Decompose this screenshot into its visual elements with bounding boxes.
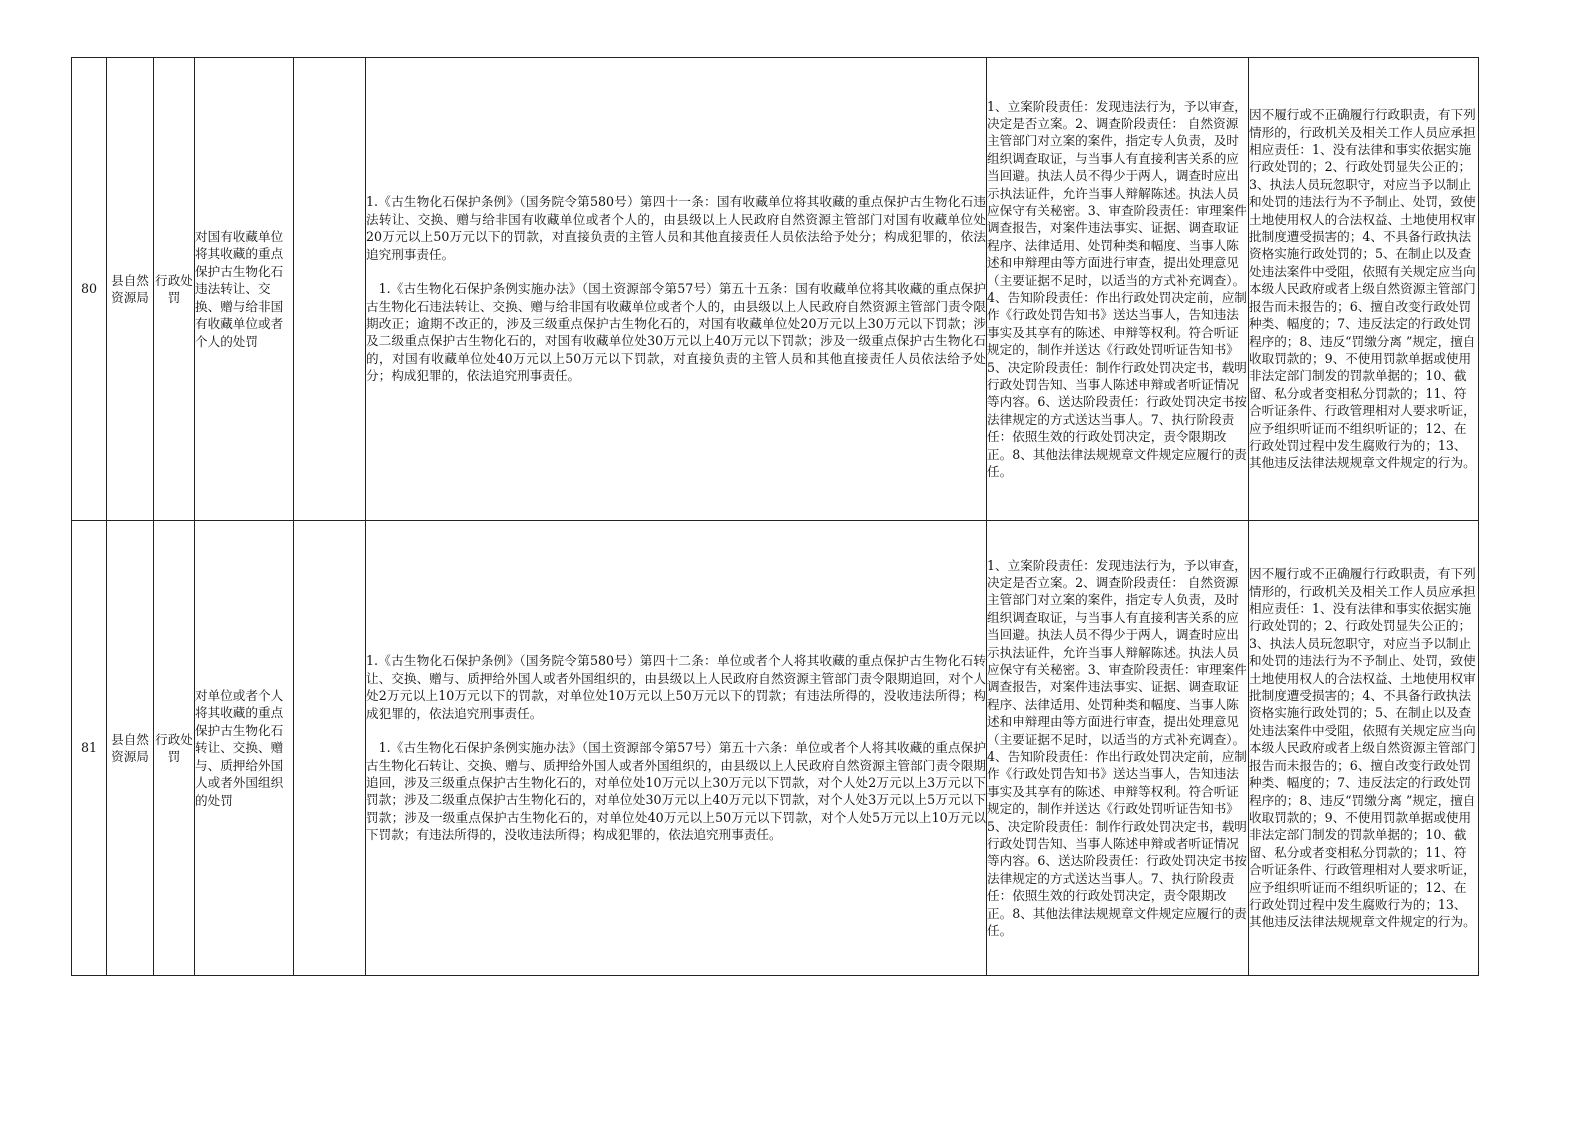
accountability — [1249, 521, 1479, 976]
row-number: 80 — [72, 58, 107, 521]
legal-basis-clause-2: 1.《古生物化石保护条例实施办法》（国土资源部令第57号）第五十五条：国有收藏单位将其收藏的重点保护古生物化石违法转让、交换、赠与给非国有收藏单位或者个人的，由县级以上人民政府自然资源主管部门责令限期改正；逾期不改正的，涉及三级重点保护古生物化石的，对国有收藏单位处20万元以上30万元以下罚款；涉及二级重点保护古生物化石的，对国有收藏单位处30万元以上40万元以下罚款；涉及一级重点保护古生物化石的，对国有收藏单位处40万元以上50万元以下罚款，对直接负责的主管人员和其他直接责任人员依法给予处分；构成犯罪的，依法追究刑事责任。 — [366, 281, 986, 384]
power-list-table — [71, 57, 1479, 976]
power-item-name: 对单位或者个人将其收藏的重点保护古生物化石转让、交换、赠与、质押给外国人或者外国组织的处罚 — [195, 521, 294, 976]
sub-item-cell — [294, 58, 366, 521]
legal-basis-clause-1: 1.《古生物化石保护条例》（国务院令第580号）第四十一条：国有收藏单位将其收藏的重点保护古生物化石违法转让、交换、赠与给非国有收藏单位或者个人的，由县级以上人民政府自然资源主管部门对国有收藏单位处20万元以上50万元以下的罚款，对直接负责的主管人员和其他直接责任人员依法给予处分；构成犯罪的，依法追究刑事责任。 — [366, 194, 986, 262]
accountability-text: 因不履行或不正确履行行政职责，有下列情形的，行政机关及相关工作人员应承担相应责任：1、没有法律和事实依据实施行政处罚的；2、行政处罚显失公正的；3、执法人员玩忽职守，对应当予以制止和处罚的违法行为不予制止、处罚，致使土地使用权人的合法权益、土地使用权审批制度遭受损害的；4、不具备行政执法资格实施行政处罚的；5、在制止以及查处违法案件中受阻，依照有关规定应当向本级人民政府或者上级自然资源主管部门报告而未报告的；6、擅自改变行政处罚种类、幅度的；7、违反法定的行政处罚程序的；8、违反“罚缴分离 ”规定，擅自收取罚款的；9、不使用罚款单据或使用非法定部门制发的罚款单据的；10、截留、私分或者变相私分罚款的；11、符合听证条件、行政管理相对人要求听证，应予组织听证而不组织听证的；12、在行政处罚过程中发生腐败行为的；13、其他违反法律法规规章文件规定的行为。 — [1249, 107, 1476, 471]
implementing-unit: 县自然资源局 — [107, 521, 154, 976]
implementing-unit: 县自然资源局 — [107, 58, 154, 521]
accountability — [1249, 58, 1479, 521]
legal-basis — [366, 58, 987, 521]
row-number: 81 — [72, 521, 107, 976]
legal-basis-clause-2: 1.《古生物化石保护条例实施办法》（国土资源部令第57号）第五十六条：单位或者个人将其收藏的重点保护古生物化石转让、交换、赠与、质押给外国人或者外国组织的，由县级以上人民政府自然资源主管部门责令限期追回，涉及三级重点保护古生物化石的，对单位处10万元以上30万元以下罚款，对个人处2万元以上3万元以下罚款；涉及二级重点保护古生物化石的，对单位处30万元以上40万元以下罚款，对个人处3万元以上5万元以下罚款；涉及一级重点保护古生物化石的，对单位处40万元以上50万元以下罚款，对个人处5万元以上10万元以下罚款；有违法所得的，没收违法所得；构成犯罪的，依法追究刑事责任。 — [366, 740, 986, 843]
power-item-name: 对国有收藏单位将其收藏的重点保护古生物化石违法转让、交换、赠与给非国有收藏单位或者个人的处罚 — [195, 58, 294, 521]
duty-stages-text: 1、立案阶段责任：发现违法行为，予以审查，决定是否立案。2、调查阶段责任： 自然资源主管部门对立案的案件，指定专人负责，及时组织调查取证，与当事人有直接利害关系的应当回避。执法人员不得少于两人，调查时应出示执法证件，允许当事人辩解陈述。执法人员应保守有关秘密。3、审查阶段责任：审理案件调查报告，对案件违法事实、证据、调查取证程序、法律适用、处罚种类和幅度、当事人陈述和申辩理由等方面进行审查，提出处理意见（主要证据不足时，以适当的方式补充调查）。4、告知阶段责任：作出行政处罚决定前，应制作《行政处罚告知书》送达当事人，告知违法事实及其享有的陈述、申辩等权利。符合听证规定的，制作并送达《行政处罚听证告知书》5、决定阶段责任：制作行政处罚决定书，载明行政处罚告知、当事人陈述申辩或者听证情况等内容。6、送达阶段责任：行政处罚决定书按法律规定的方式送达当事人。7、执行阶段责任：依照生效的行政处罚决定，责令限期改正。8、其他法律法规规章文件规定应履行的责任。 — [987, 557, 1247, 939]
power-type: 行政处罚 — [154, 58, 195, 521]
power-type: 行政处罚 — [154, 521, 195, 976]
duty-stages — [987, 58, 1249, 521]
accountability-text: 因不履行或不正确履行行政职责，有下列情形的，行政机关及相关工作人员应承担相应责任：1、没有法律和事实依据实施行政处罚的；2、行政处罚显失公正的；3、执法人员玩忽职守，对应当予以制止和处罚的违法行为不予制止、处罚，致使土地使用权人的合法权益、土地使用权审批制度遭受损害的；4、不具备行政执法资格实施行政处罚的；5、在制止以及查处违法案件中受阻，依照有关规定应当向本级人民政府或者上级自然资源主管部门报告而未报告的；6、擅自改变行政处罚种类、幅度的；7、违反法定的行政处罚程序的；8、违反“罚缴分离 ”规定，擅自收取罚款的；9、不使用罚款单据或使用非法定部门制发的罚款单据的；10、截留、私分或者变相私分罚款的；11、符合听证条件、行政管理相对人要求听证，应予组织听证而不组织听证的；12、在行政处罚过程中发生腐败行为的；13、其他违反法律法规规章文件规定的行为。 — [1249, 566, 1476, 930]
sub-item-cell — [294, 521, 366, 976]
legal-basis-clause-1: 1.《古生物化石保护条例》（国务院令第580号）第四十二条：单位或者个人将其收藏的重点保护古生物化石转让、交换、赠与、质押给外国人或者外国组织的，由县级以上人民政府自然资源主管部门责令限期追回，对个人处2万元以上10万元以下的罚款，对单位处10万元以上50万元以下的罚款；有违法所得的，没收违法所得；构成犯罪的，依法追究刑事责任。 — [366, 653, 986, 721]
duty-stages — [987, 521, 1249, 976]
duty-stages-text: 1、立案阶段责任：发现违法行为，予以审查，决定是否立案。2、调查阶段责任： 自然资源主管部门对立案的案件，指定专人负责，及时组织调查取证，与当事人有直接利害关系的应当回避。执法人员不得少于两人，调查时应出示执法证件，允许当事人辩解陈述。执法人员应保守有关秘密。3、审查阶段责任：审理案件调查报告，对案件违法事实、证据、调查取证程序、法律适用、处罚种类和幅度、当事人陈述和申辩理由等方面进行审查，提出处理意见（主要证据不足时，以适当的方式补充调查）。4、告知阶段责任：作出行政处罚决定前，应制作《行政处罚告知书》送达当事人，告知违法事实及其享有的陈述、申辩等权利。符合听证规定的，制作并送达《行政处罚听证告知书》5、决定阶段责任：制作行政处罚决定书，载明行政处罚告知、当事人陈述申辩或者听证情况等内容。6、送达阶段责任：行政处罚决定书按法律规定的方式送达当事人。7、执行阶段责任：依照生效的行政处罚决定，责令限期改正。8、其他法律法规规章文件规定应履行的责任。 — [987, 98, 1247, 480]
legal-basis — [366, 521, 987, 976]
table-row — [72, 521, 1479, 976]
table-row — [72, 58, 1479, 521]
